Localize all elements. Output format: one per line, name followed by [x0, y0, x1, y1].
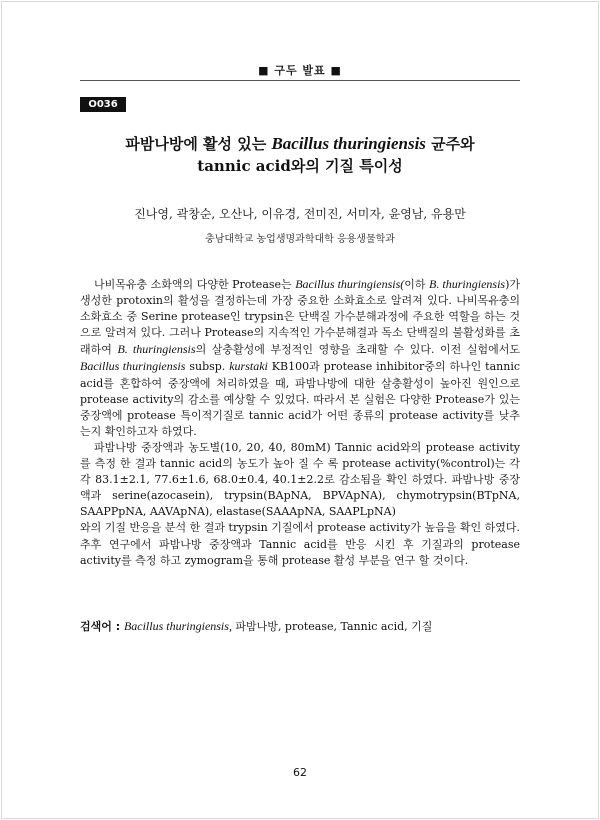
keywords-rest: 파밤나방, protease, Tannic acid, 기질	[231, 620, 433, 633]
text-segment: 의 살충활성에 부정적인 영향을 초래할 수 있다. 이전 실험에서도	[195, 343, 520, 357]
section-header: ■ 구두 발표 ■	[258, 64, 342, 77]
affiliation: 충남대학교 농업생명과학대학 응용생물학과	[205, 234, 395, 245]
author-list: 진나영, 곽창순, 오산나, 이유경, 전미진, 서미자, 윤영남, 유용만	[134, 207, 466, 221]
text-segment: subsp.	[185, 360, 230, 374]
text-segment: 이하	[404, 278, 430, 291]
italic-term: Bacillus thuringiensis	[80, 359, 186, 374]
italic-term: B. thuringiensis	[429, 277, 506, 291]
abstract-paragraph-1	[80, 276, 520, 440]
text-segment: )가 생성한 protoxin의 활성을 결정하는데 가장 중요한 소화효소로 알려져 있다. 나비목유충의 소화효소 중 Serine protease인 trypsin은 단백질 가수분해과정에 주요한 역할을 하는 것으로 알려져 있다. 그러나 Protease의 지속적인 가수분해결과 독소 단백질의 불활성화를 초래하여	[80, 278, 521, 357]
title-line2: tannic acid와의 기질 특이성	[197, 157, 403, 175]
keywords-line	[80, 618, 520, 634]
page-number: 62	[293, 766, 307, 779]
italic-term: B. thuringiensis	[117, 342, 196, 357]
text-segment: 나비목유충 소화액의 다양한 Protease는	[94, 278, 296, 291]
keywords-species: Bacillus thuringiensis,	[123, 619, 232, 633]
title-line1-pre: 파밤나방에 활성 있는	[125, 135, 272, 153]
italic-term: kurstaki	[229, 359, 268, 374]
italic-term: Bacillus thuringiensis(	[295, 277, 405, 291]
abstract-paragraph-3: 와의 기질 반응을 분석 한 결과 trypsin 기질에서 protease activity가 높음을 확인 하였다. 추후 연구에서 파밤나방 중장액과 Tannic acid를 반응 시킨 후 기질과의 protease activity를 측정 하고 zymogram을 통해 protease 활성 부분을 연구 할 것이다.	[80, 521, 520, 567]
title-species: Bacillus thuringiensis	[271, 134, 426, 153]
abstract-body	[80, 276, 520, 569]
paper-title	[80, 133, 520, 177]
header-rule	[80, 80, 520, 81]
abstract-paragraph-2: 파밤나방 중장액과 농도별(10, 20, 40, 80mM) Tannic acid와의 protease activity를 측정 한 결과 tannic acid의 농도가 높아 질 수 록 protease activity(%control)는 각각 83.1±2.1, 77.6±1.6, 68.0±0.4, 40.1±2.2로 감소됨을 확인 하였다. 파밤나방 중장액과 serine(azocasein), trypsin(BApNA, BPVApNA), chymotrypsin(BTpNA, SAAPPpNA, AAVApNA), elastase(SAAApNA, SAAPLpNA)	[80, 440, 520, 519]
text-segment: KB100과 protease inhibitor중의 하나인 tannic acid를 혼합하여 중장액에 처리하였을 때, 파밤나방에 대한 살충활성이 높아진 원인으로 protease activity의 감소를 예상할 수 있었다. 따라서 본 실험은 다양한 Protease가 있는 중장액에 protease 특이적기질로 tannic acid가 어떤 종류의 protease activity를 낮추는지 확인하고자 하였다.	[80, 360, 520, 438]
abstract-code-badge: O036	[80, 97, 126, 112]
title-line1-post: 균주와	[425, 135, 475, 153]
keywords-label: 검색어 :	[80, 620, 124, 633]
